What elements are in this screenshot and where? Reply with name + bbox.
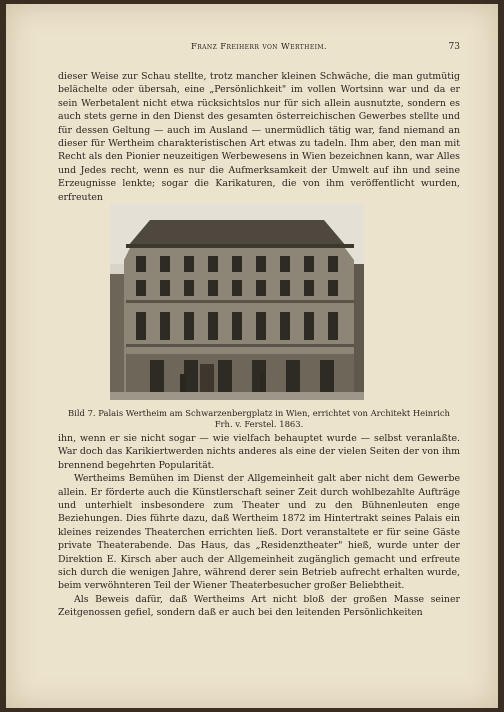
window bbox=[184, 256, 194, 272]
running-title: Franz Freiherr von Wertheim. bbox=[190, 42, 328, 52]
paragraph-text-continued: ihn, wenn er sie nicht sogar — wie vielfach behauptet wurde — selbst veranlaßte. War doch das Karikiertwerden nichts anderes als eine der vielen Seiten der von ihm brennend begehrten Popularität. bbox=[58, 433, 460, 471]
window bbox=[184, 328, 194, 340]
window bbox=[208, 328, 218, 340]
window bbox=[280, 280, 290, 296]
window bbox=[328, 256, 338, 272]
window bbox=[328, 280, 338, 296]
book-page bbox=[6, 4, 498, 708]
arch-window bbox=[150, 360, 164, 392]
window bbox=[136, 280, 146, 296]
window bbox=[160, 328, 170, 340]
window bbox=[280, 256, 290, 272]
window bbox=[208, 280, 218, 296]
paragraph-text: Wertheims Bemühen im Dienst der Allgemeinheit galt aber nicht dem Gewerbe allein. Er förderte auch die Künstlerschaft seiner Zeit durch wohlbezahlte Aufträge und unterhielt insbesondere zum Theater und zu den Bühnenleuten enge Beziehungen. Dies führte dazu, daß Wertheim 1872 im Hintertrakt seines Palais ein kleines reizendes Theaterchen errichten ließ. Dort veranstaltete er für seine Gäste private Theaterabende. Das Haus, das „Residenztheater" hieß, wurde unter der Direktion E. Kirsch aber auch der Allgemeinheit zugänglich gemacht und erfreute sich durch die wenigen Jahre, während derer sein Betrieb aufrecht erhalten wurde, beim verwöhnteren Teil der Wiener Theaterbesucher großer Beliebtheit. bbox=[58, 473, 460, 592]
window bbox=[328, 328, 338, 340]
window bbox=[160, 256, 170, 272]
figure-caption: Bild 7. Palais Wertheim am Schwarzenbergplatz in Wien, errichtet von Architekt Heinrich Frh. v. Ferstel. 1863. bbox=[68, 408, 450, 429]
building-photo bbox=[110, 204, 364, 400]
paragraph-text: dieser Weise zur Schau stellte, trotz mancher kleinen Schwäche, die man gutmütig belächelte oder übersah, eine „Persönlichkeit" im vollen Wortsinn war und da er sein Werbetalent nicht etwa rücksichtslos nur für sich allein ausnutzte, sondern es auch stets gerne in den Dienst des gesamten österreichischen Gewerbes stellte und für dessen Geltung — auch im Ausland — unermüdlich tätig war, fand niemand an dieser für Wertheim charakteristischen Art etwas zu tadeln. Ihm aber, den man mit Recht als den Pionier neuzeitigen Werbewesens in Wien bezeichnen kann, war Alles und Jedes recht, wenn es nur die Aufmerksamkeit der Umwelt auf ihn und seine Erzeugnisse lenkte; sogar die Karikaturen, die von ihm veröffentlicht wurden, erfreuten bbox=[58, 71, 460, 203]
arch-window bbox=[218, 360, 232, 392]
window bbox=[256, 280, 266, 296]
window bbox=[136, 328, 146, 340]
window bbox=[304, 280, 314, 296]
window bbox=[232, 256, 242, 272]
paragraph-top bbox=[58, 70, 460, 204]
window bbox=[304, 328, 314, 340]
paragraph-bottom bbox=[58, 432, 460, 620]
arch-window bbox=[320, 360, 334, 392]
palais-wertheim-image bbox=[110, 204, 364, 400]
page-number: 73 bbox=[448, 42, 460, 52]
window bbox=[304, 256, 314, 272]
window bbox=[232, 328, 242, 340]
window bbox=[232, 280, 242, 296]
arch-window bbox=[286, 360, 300, 392]
window bbox=[208, 256, 218, 272]
paragraph-text: Als Beweis dafür, daß Wertheims Art nicht bloß der großen Masse seiner Zeitgenossen gefiel, sondern daß er auch bei den leitenden Persönlichkeiten bbox=[58, 593, 460, 619]
window bbox=[256, 256, 266, 272]
arch-window bbox=[184, 360, 198, 392]
window bbox=[256, 328, 266, 340]
window bbox=[136, 256, 146, 272]
page-header bbox=[58, 42, 460, 62]
window bbox=[160, 280, 170, 296]
window bbox=[184, 280, 194, 296]
window bbox=[280, 328, 290, 340]
